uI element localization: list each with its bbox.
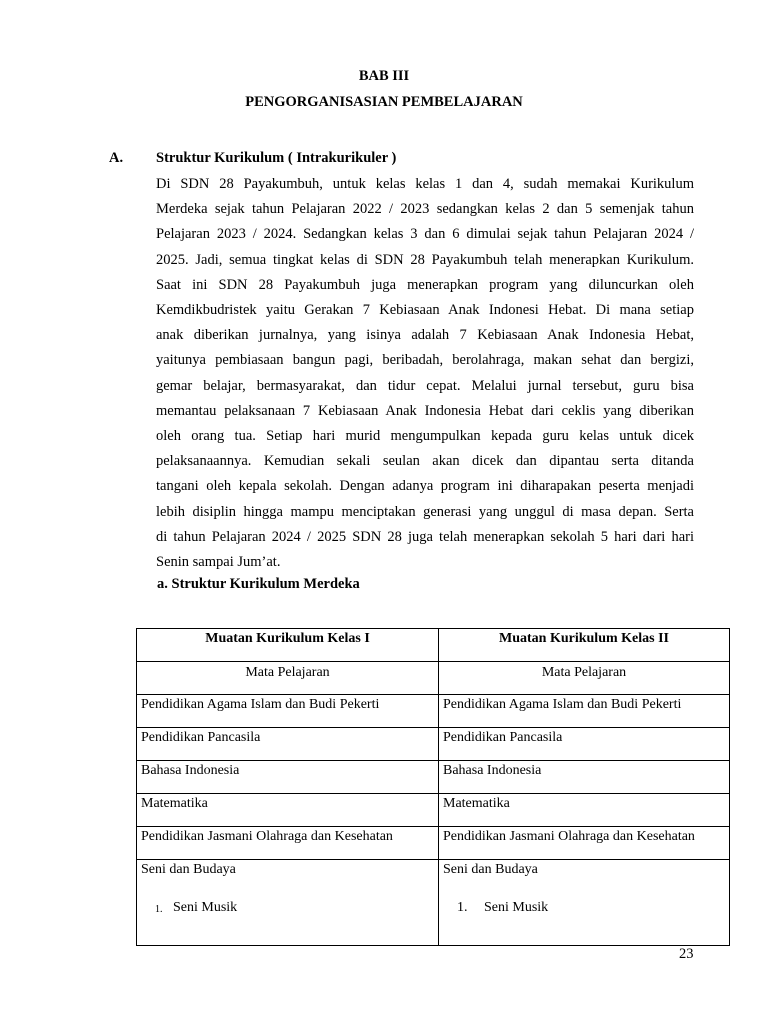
paragraph-line: yaitunya pembiasaan bangun pagi, beribadah, berolahraga, makan sehat dan bergizi, bbox=[156, 352, 694, 369]
table-cell: Pendidikan Jasmani Olahraga dan Kesehatan bbox=[137, 827, 439, 860]
table-row bbox=[137, 761, 730, 794]
table-cell: Pendidikan Agama Islam dan Budi Pekerti bbox=[439, 695, 730, 728]
header-kelas-2: Muatan Kurikulum Kelas II bbox=[439, 629, 730, 662]
table-row bbox=[137, 695, 730, 728]
table-cell: Pendidikan Jasmani Olahraga dan Kesehatan bbox=[439, 827, 730, 860]
cell-title: Seni dan Budaya bbox=[141, 862, 236, 877]
curriculum-table bbox=[136, 628, 730, 946]
table-row bbox=[137, 827, 730, 860]
list-number: 1. bbox=[457, 900, 468, 915]
section-title: Struktur Kurikulum ( Intrakurikuler ) bbox=[156, 150, 397, 166]
page-number: 23 bbox=[679, 946, 694, 962]
paragraph-line: Kemdikbudristek yaitu Gerakan 7 Kebiasaan Anak Indonesi Hebat. Di mana setiap bbox=[156, 302, 694, 319]
table-row bbox=[137, 794, 730, 827]
paragraph-line: gemar belajar, bermasyarakat, dan tidur cepat. Melalui jurnal tersebut, guru bisa bbox=[156, 377, 694, 394]
chapter-number: BAB III bbox=[358, 68, 410, 84]
table-row bbox=[137, 860, 730, 946]
table-cell bbox=[439, 860, 730, 946]
paragraph-line: tangani oleh kepala sekolah. Dengan adanya program ini diharapakan peserta menjadi bbox=[156, 478, 694, 495]
chapter-title: PENGORGANISASIAN PEMBELAJARAN bbox=[245, 94, 523, 110]
paragraph-line: Merdeka sejak tahun Pelajaran 2022 / 2023 sedangkan kelas 2 dan 5 semenjak tahun bbox=[156, 201, 694, 218]
paragraph-line: anak diberikan jurnalnya, yang isinya adalah 7 Kebiasaan Anak Indonesia Hebat, bbox=[156, 327, 694, 344]
paragraph-line: memantau pelaksanaan 7 Kebiasaan Anak Indonesia Hebat dari ceklis yang diberikan bbox=[156, 402, 694, 419]
table-cell: Pendidikan Pancasila bbox=[439, 728, 730, 761]
paragraph-line: lebih disiplin hingga mampu menciptakan generasi yang unggul di masa depan. Serta bbox=[156, 503, 694, 520]
table-cell: Pendidikan Agama Islam dan Budi Pekerti bbox=[137, 695, 439, 728]
paragraph-line: oleh orang tua. Setiap hari murid mengumpulkan kepada guru kelas untuk dicek bbox=[156, 428, 694, 445]
list-item-text: Seni Musik bbox=[484, 900, 549, 915]
paragraph-line: di tahun Pelajaran 2024 / 2025 SDN 28 juga telah menerapkan sekolah 5 hari dari hari bbox=[156, 528, 694, 545]
table-subheader-row bbox=[137, 662, 730, 695]
list-item bbox=[141, 900, 434, 916]
table-cell bbox=[137, 860, 439, 946]
header-kelas-1: Muatan Kurikulum Kelas I bbox=[137, 629, 439, 662]
paragraph-line: 2025. Jadi, semua tingkat kelas di SDN 28 Payakumbuh telah menerapkan Kurikulum. bbox=[156, 251, 694, 268]
subheader-cell: Mata Pelajaran bbox=[137, 662, 439, 695]
list-item-text: Seni Musik bbox=[173, 900, 238, 915]
subheading: a. Struktur Kurikulum Merdeka bbox=[157, 576, 360, 592]
table-cell: Matematika bbox=[137, 794, 439, 827]
table-row bbox=[137, 728, 730, 761]
paragraph-line: Saat ini SDN 28 Payakumbuh juga menerapkan program yang diluncurkan oleh bbox=[156, 276, 694, 293]
table-cell: Pendidikan Pancasila bbox=[137, 728, 439, 761]
subheader-cell: Mata Pelajaran bbox=[439, 662, 730, 695]
body-paragraph bbox=[156, 172, 694, 575]
table-cell: Matematika bbox=[439, 794, 730, 827]
cell-title: Seni dan Budaya bbox=[443, 862, 538, 877]
list-item bbox=[443, 900, 725, 916]
paragraph-line: pelaksanaannya. Kemudian sekali seulan akan dicek dan dipantau serta ditanda bbox=[156, 453, 694, 470]
section-letter: A. bbox=[109, 150, 124, 166]
list-number: 1. bbox=[155, 904, 163, 915]
table-cell: Bahasa Indonesia bbox=[137, 761, 439, 794]
paragraph-line: Di SDN 28 Payakumbuh, untuk kelas kelas 1 dan 4, sudah memakai Kurikulum bbox=[156, 176, 694, 192]
table-cell: Bahasa Indonesia bbox=[439, 761, 730, 794]
paragraph-line: Senin sampai Jum’at. bbox=[156, 554, 281, 571]
table-header-row bbox=[137, 629, 730, 662]
paragraph-line: Pelajaran 2023 / 2024. Sedangkan kelas 3 dan 6 dimulai sejak tahun Pelajaran 2024 / bbox=[156, 226, 694, 243]
